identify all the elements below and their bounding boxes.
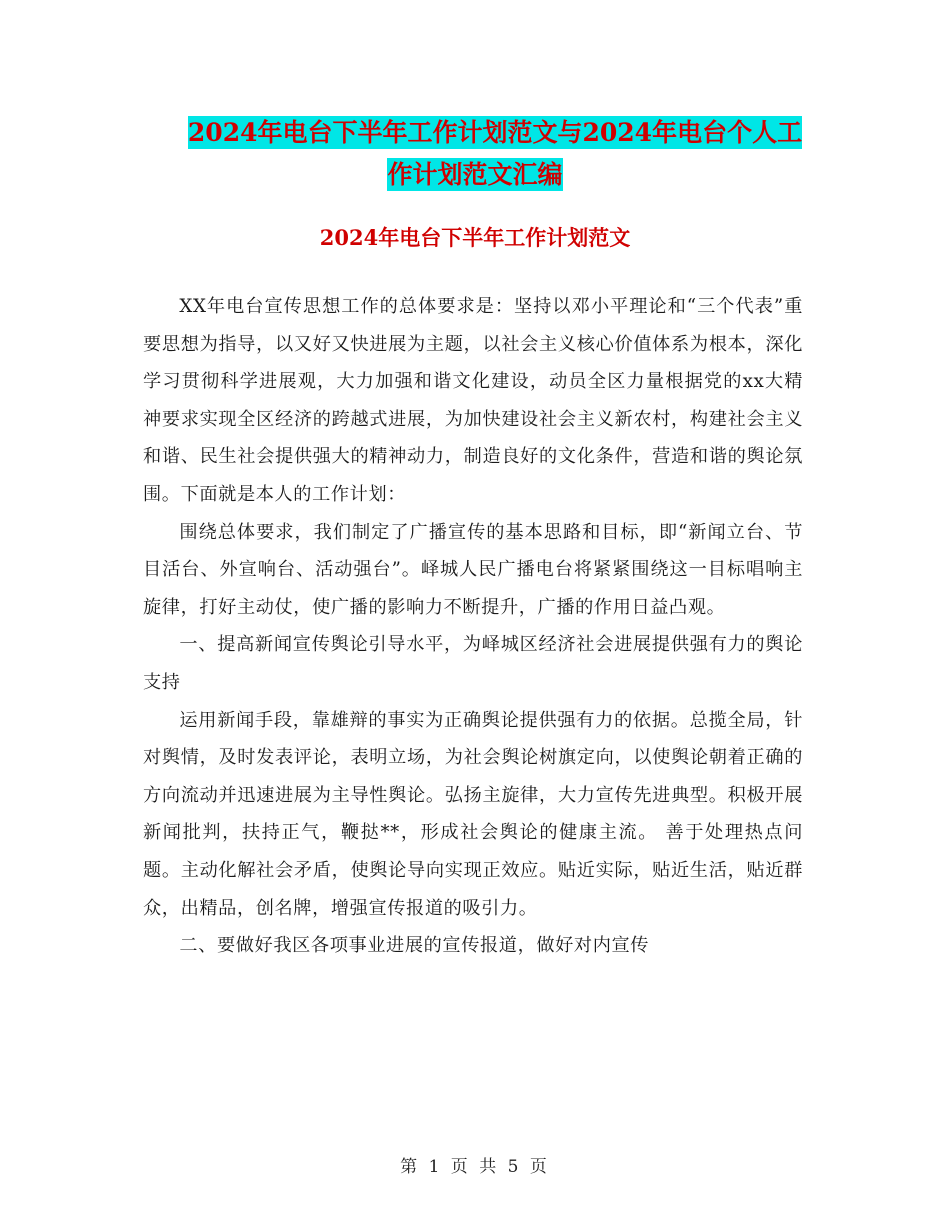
paragraph: XX年电台宣传思想工作的总体要求是：坚持以邓小平理论和“三个代表”重要思想为指导，以又好又快进展为主题，以社会主义核心价值体系为根本，深化学习贯彻科学进展观，大力加强和谐文化建设，动员全区力量根据党的xx大精神要求实现全区经济的跨越式进展，为加快建设社会主义新农村，构建社会主义和谐、民生社会提供强大的精神动力，制造良好的文化条件，营造和谐的舆论氛围。下面就是本人的工作计划： — [143, 296, 803, 505]
paragraph: 围绕总体要求，我们制定了广播宣传的基本思路和目标，即“新闻立台、节目活台、外宣响台、活动强台”。峄城人民广播电台将紧紧围绕这一目标唱响主旋律，打好主动仗，使广播的影响力不断提升，广播的作用日益凸观。 — [143, 521, 803, 618]
body-text — [143, 288, 803, 965]
paragraph: 运用新闻手段，靠雄辩的事实为正确舆论提供强有力的依据。总揽全局，针对舆情，及时发表评论，表明立场，为社会舆论树旗定向，以使舆论朝着正确的方向流动并迅速进展为主导性舆论。弘扬主旋律，大力宣传先进典型。积极开展新闻批判，扶持正气，鞭挞**，形成社会舆论的健康主流。 善于处理热点问题。主动化解社会矛盾，使舆论导向实现正效应。贴近实际，贴近生活，贴近群众，出精品，创名牌，增强宣传报道的吸引力。 — [143, 709, 803, 919]
page-number: 第 1 页 共 5 页 — [400, 1157, 550, 1177]
document-title — [0, 112, 950, 196]
section-heading: 一、提高新闻宣传舆论引导水平，为峄城区经济社会进展提供强有力的舆论支持 — [143, 634, 803, 693]
section-title: 2024年电台下半年工作计划范文 — [319, 225, 631, 250]
section-heading: 二、要做好我区各项事业进展的宣传报道，做好对内宣传 — [179, 935, 650, 957]
title-line-1: 2024年电台下半年工作计划范文与2024年电台个人工 — [187, 118, 803, 147]
title-line-2: 作计划范文汇编 — [387, 160, 563, 189]
